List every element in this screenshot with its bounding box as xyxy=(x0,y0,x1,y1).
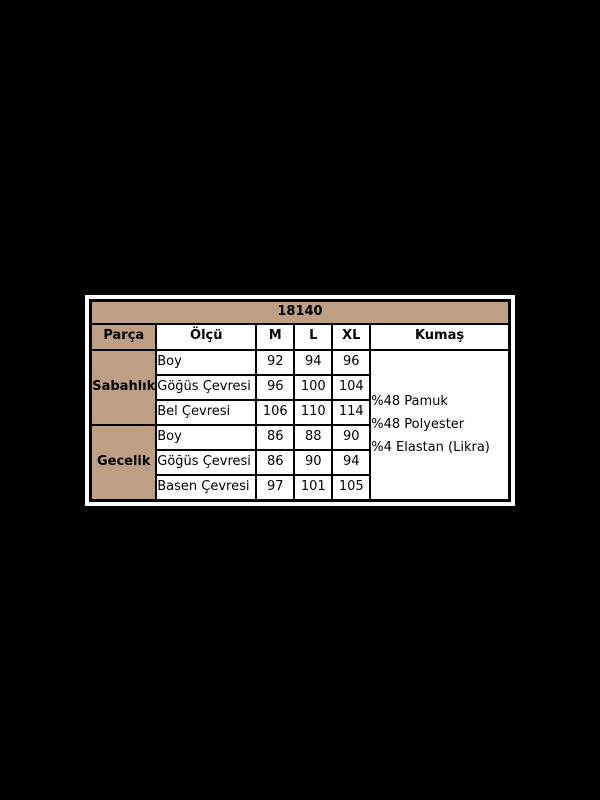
size-value-xl: 104 xyxy=(332,375,370,400)
fabric-composition-cell xyxy=(370,350,509,501)
measure-label: Basen Çevresi xyxy=(156,475,256,501)
size-value-xl: 90 xyxy=(332,425,370,450)
measure-label: Boy xyxy=(156,350,256,375)
title-row xyxy=(91,300,510,324)
size-value-l: 110 xyxy=(294,400,332,425)
fabric-line: %48 Polyester xyxy=(371,417,465,432)
size-value-l: 88 xyxy=(294,425,332,450)
size-value-m: 86 xyxy=(256,450,294,475)
group-label-gecelik: Gecelik xyxy=(91,425,157,501)
size-value-l: 101 xyxy=(294,475,332,501)
size-value-m: 92 xyxy=(256,350,294,375)
size-value-m: 97 xyxy=(256,475,294,501)
size-value-m: 106 xyxy=(256,400,294,425)
measure-label: Göğüs Çevresi xyxy=(156,375,256,400)
model-number: 18140 xyxy=(91,300,510,324)
measure-label: Bel Çevresi xyxy=(156,400,256,425)
size-value-xl: 94 xyxy=(332,450,370,475)
size-chart-frame xyxy=(85,295,515,506)
col-header-parca: Parça xyxy=(91,324,157,350)
measure-label: Göğüs Çevresi xyxy=(156,450,256,475)
size-chart-table xyxy=(89,299,511,502)
measure-label: Boy xyxy=(156,425,256,450)
size-value-xl: 114 xyxy=(332,400,370,425)
col-header-olcu: Ölçü xyxy=(156,324,256,350)
size-value-m: 96 xyxy=(256,375,294,400)
group-label-sabahlik: Sabahlık xyxy=(91,350,157,425)
col-header-m: M xyxy=(256,324,294,350)
header-row xyxy=(91,324,510,350)
size-value-l: 94 xyxy=(294,350,332,375)
table-row xyxy=(91,350,510,375)
size-value-m: 86 xyxy=(256,425,294,450)
fabric-line: %48 Pamuk xyxy=(371,394,448,409)
col-header-l: L xyxy=(294,324,332,350)
col-header-xl: XL xyxy=(332,324,370,350)
fabric-line: %4 Elastan (Likra) xyxy=(371,440,490,455)
col-header-kumas: Kumaş xyxy=(370,324,509,350)
size-value-xl: 96 xyxy=(332,350,370,375)
size-value-l: 90 xyxy=(294,450,332,475)
size-value-xl: 105 xyxy=(332,475,370,501)
size-value-l: 100 xyxy=(294,375,332,400)
